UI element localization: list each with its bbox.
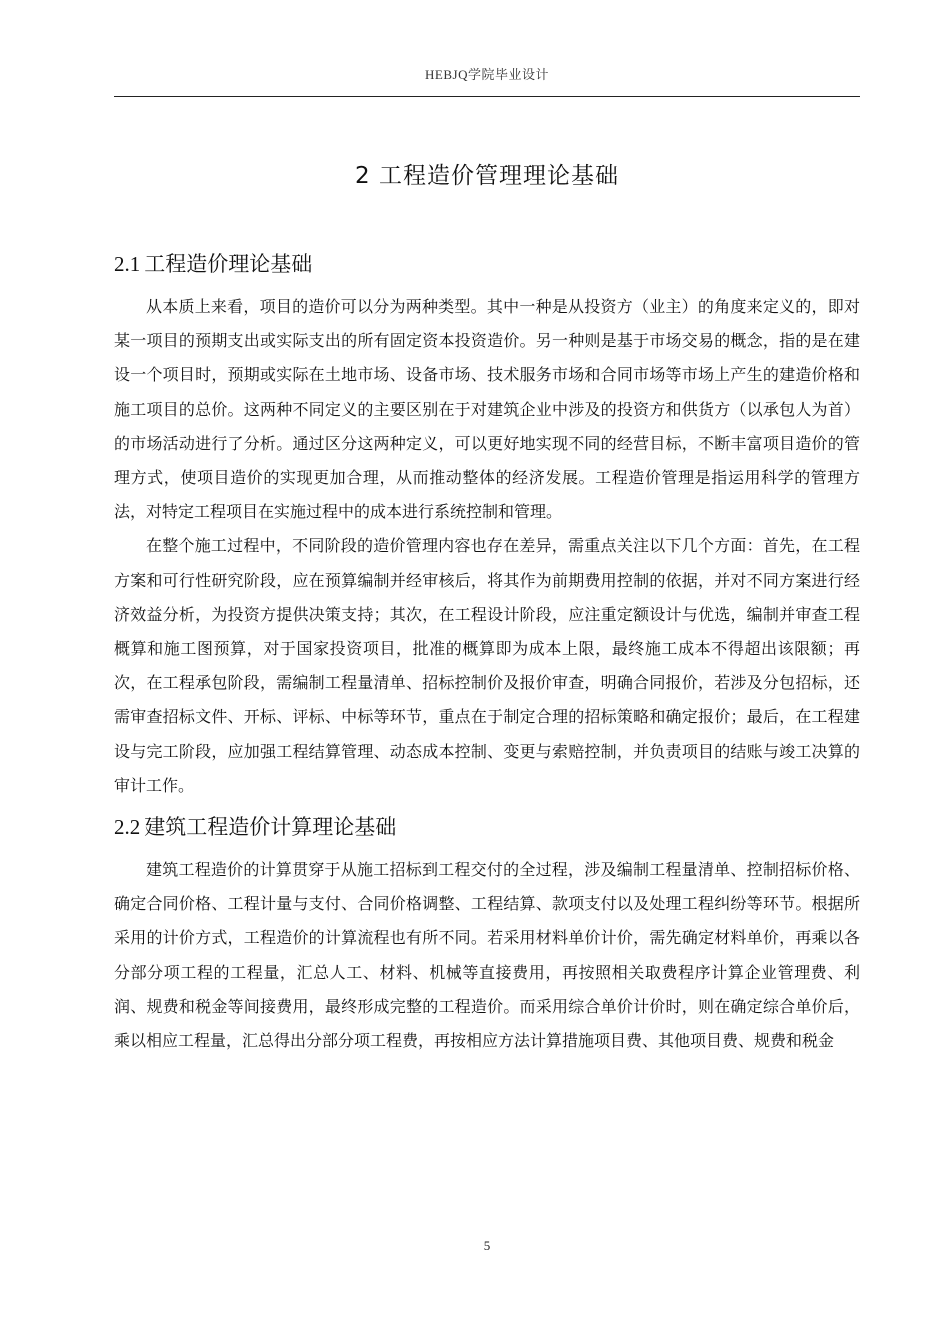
body-paragraph: 建筑工程造价的计算贯穿于从施工招标到工程交付的全过程，涉及编制工程量清单、控制招标价格、确定合同价格、工程计量与支付、合同价格调整、工程结算、款项支付以及处理工程纠纷等环节。根据所采用的计价方式，工程造价的计算流程也有所不同。若采用材料单价计价，需先确定材料单价，再乘以各分部分项工程的工程量，汇总人工、材料、机械等直接费用，再按照相关取费程序计算企业管理费、利润、规费和税金等间接费用，最终形成完整的工程造价。而采用综合单价计价时，则在确定综合单价后，乘以相应工程量，汇总得出分部分项工程费，再按相应方法计算措施项目费、其他项目费、规费和税金 <box>114 860 860 1051</box>
section-title: 工程造价理论基础 <box>144 252 313 276</box>
running-header: HEBJQ学院毕业设计 <box>425 67 549 82</box>
section-heading-2-2 <box>114 809 860 845</box>
body-paragraph: 从本质上来看，项目的造价可以分为两种类型。其中一种是从投资方（业主）的角度来定义的，即对某一项目的预期支出或实际支出的所有固定资本投资造价。另一种则是基于市场交易的概念，指的是在建设一个项目时，预期或实际在土地市场、设备市场、技术服务市场和合同市场等市场上产生的建造价格和施工项目的总价。这两种不同定义的主要区别在于对建筑企业中涉及的投资方和供货方（以承包人为首）的市场活动进行了分析。通过区分这两种定义，可以更好地实现不同的经营目标，不断丰富项目造价的管理方式，使项目造价的实现更加合理，从而推动整体的经济发展。工程造价管理是指运用科学的管理方法，对特定工程项目在实施过程中的成本进行系统控制和管理。 <box>114 297 860 522</box>
spacer <box>114 282 860 290</box>
section-heading-2-1 <box>114 246 860 282</box>
page-body <box>114 150 860 1058</box>
section-title: 建筑工程造价计算理论基础 <box>144 815 397 840</box>
chapter-title: 2 工程造价管理理论基础 <box>355 163 619 189</box>
spacer <box>114 202 860 246</box>
spacer <box>114 845 860 853</box>
header-divider <box>114 96 860 97</box>
page-number: 5 <box>483 1238 491 1253</box>
body-paragraph: 在整个施工过程中，不同阶段的造价管理内容也存在差异，需重点关注以下几个方面：首先，在工程方案和可行性研究阶段，应在预算编制并经审核后，将其作为前期费用控制的依据，并对不同方案进行经济效益分析，为投资方提供决策支持；其次，在工程设计阶段，应注重定额设计与优选，编制并审查工程概算和施工图预算，对于国家投资项目，批准的概算即为成本上限，最终施工成本不得超出该限额；再次，在工程承包阶段，需编制工程量清单、招标控制价及报价审查，明确合同报价，若涉及分包招标，还需审查招标文件、开标、评标、中标等环节，重点在于制定合理的招标策略和确定报价；最后，在工程建设与完工阶段，应加强工程结算管理、动态成本控制、变更与索赔控制，并负责项目的结账与竣工决算的审计工作。 <box>114 536 860 795</box>
section-number: 2.2 <box>114 815 141 840</box>
section-number: 2.1 <box>114 252 141 276</box>
